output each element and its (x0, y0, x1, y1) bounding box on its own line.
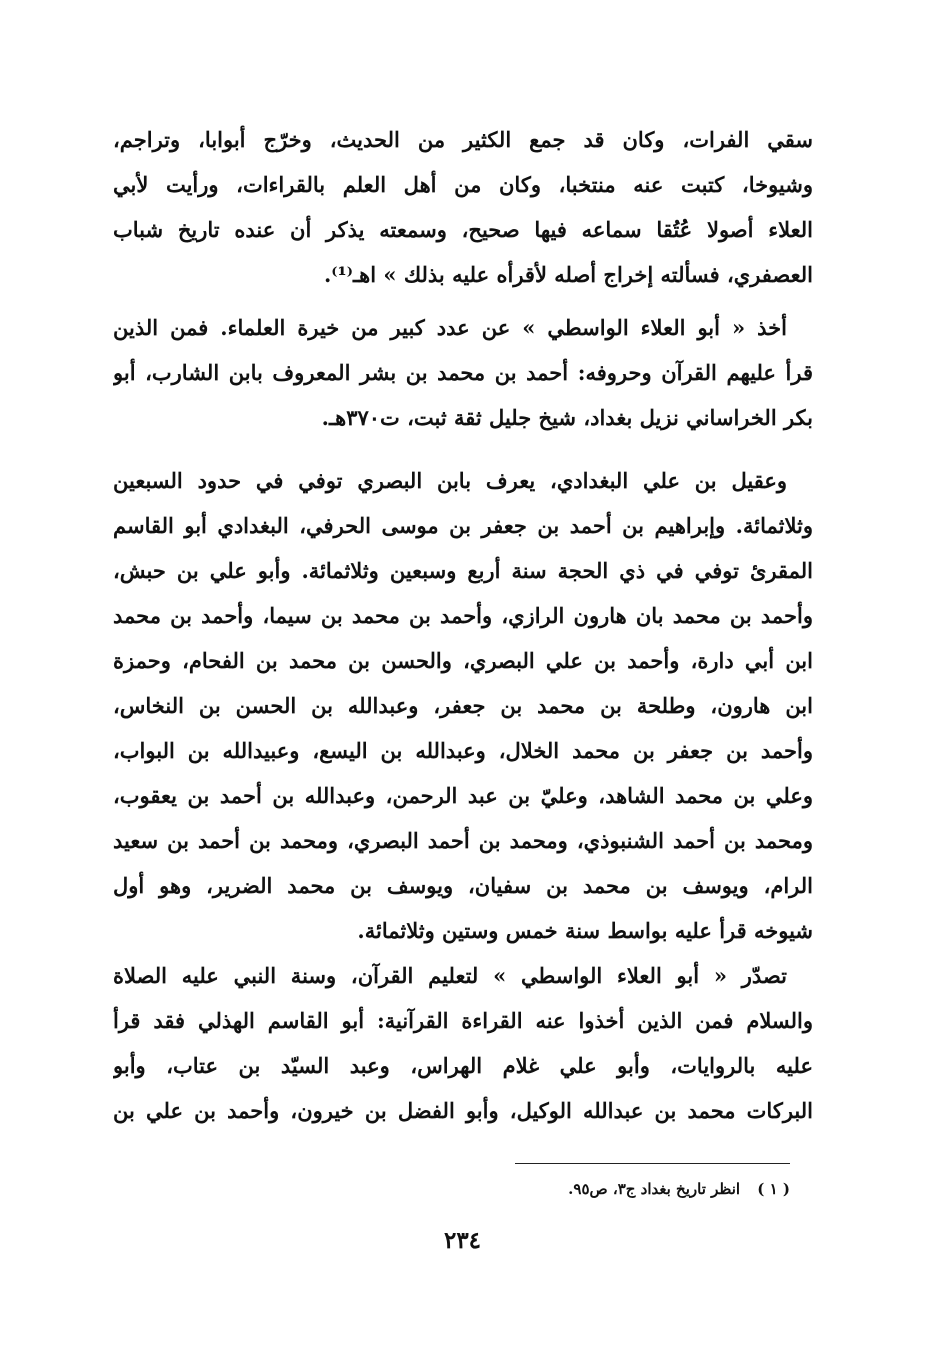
text-line: ابن أبي دارة، وأحمد بن علي البصري، والحسن بن محمد بن الفحام، وحمزة (113, 648, 813, 673)
text-line: وعقيل بن علي البغدادي، يعرف بابن البصري توفي في حدود السبعين (113, 468, 787, 493)
text-line: أخذ « أبو العلاء الواسطي » عن عدد كبير من خيرة العلماء. فمن الذين (113, 315, 787, 340)
footnote-marker: ( ١ ) (757, 1180, 790, 1198)
text-line: الرام، ويوسف بن محمد بن سفيان، ويوسف بن محمد الضرير، وهو أول (113, 873, 813, 898)
footnote-divider (515, 1163, 790, 1164)
footnote (390, 1176, 790, 1202)
text-line: ومحمد بن أحمد الشنبوذي، ومحمد بن أحمد البصري، ومحمد بن أحمد بن سعيد (113, 828, 813, 853)
text-line: بكر الخراساني نزيل بغداد، شيخ جليل ثقة ثبت، ت٣٧٠هـ. (321, 405, 813, 430)
text-line: سقي الفرات، وكان قد جمع الكثير من الحديث، وخرّج أبوابا، وتراجم، (113, 127, 813, 152)
text-line: والسلام فمن الذين أخذوا عنه القراءة القرآنية: أبو القاسم الهذلي فقد قرأ (113, 1008, 813, 1033)
text-line: شيوخه قرأ عليه بواسط سنة خمس وستين وثلاثمائة. (357, 918, 813, 943)
text-line: وأحمد بن جعفر بن محمد الخلال، وعبدالله بن اليسع، وعبيدالله بن البواب، (113, 738, 813, 763)
text-line: قرأ عليهم القرآن وحروفه: أحمد بن محمد بن بشر المعروف بابن الشارب، أبو (113, 360, 813, 385)
text-line: البركات محمد بن عبدالله الوكيل، وأبو الفضل بن خيرون، وأحمد بن علي بن (113, 1098, 813, 1123)
text-line: وعلي بن محمد الشاهد، وعليّ بن عبد الرحمن، وعبدالله بن أحمد بن يعقوب، (113, 783, 813, 808)
paragraph-2 (113, 305, 813, 440)
text-line: تصدّر « أبو العلاء الواسطي » لتعليم القرآن، وسنة النبي عليه الصلاة (113, 963, 787, 988)
text-line: وثلاثمائة. وإبراهيم بن أحمد بن جعفر بن موسى الحرفي، البغدادي أبو القاسم (113, 513, 813, 538)
page-number: ٢٣٤ (443, 1227, 482, 1254)
text-line: عليه بالروايات، وأبو علي غلام الهراس، وعبد السيّد بن عتاب، وأبو (113, 1053, 813, 1078)
text-line: العلاء أصولا عُتُقا سماعه فيها صحيح، وسمعته يذكر أن عنده تاريخ شباب (113, 217, 813, 242)
text-line: وشيوخا، كتبت عنه منتخبا، وكان من أهل العلم بالقراءات، ورأيت لأبي (113, 172, 813, 197)
paragraph-1 (113, 117, 813, 297)
text-line: ابن هارون، وطلحة بن محمد بن جعفر، وعبدالله بن الحسن بن النخاس، (113, 693, 813, 718)
footnote-text: انظر تاريخ بغداد ج٣، ص٩٥. (568, 1180, 741, 1198)
text-line: العصفري، فسألته إخراج أصله لأقرأه عليه بذلك » اهـ⁽¹⁾. (323, 262, 813, 287)
paragraph-4 (113, 953, 813, 1133)
paragraph-3 (113, 458, 813, 953)
text-line: وأحمد بن محمد بان هارون الرازي، وأحمد بن محمد بن سيما، وأحمد بن محمد (113, 603, 813, 628)
text-line: المقرئ توفي في ذي الحجة سنة أربع وسبعين وثلاثمائة. وأبو علي بن حبش، (113, 558, 813, 583)
